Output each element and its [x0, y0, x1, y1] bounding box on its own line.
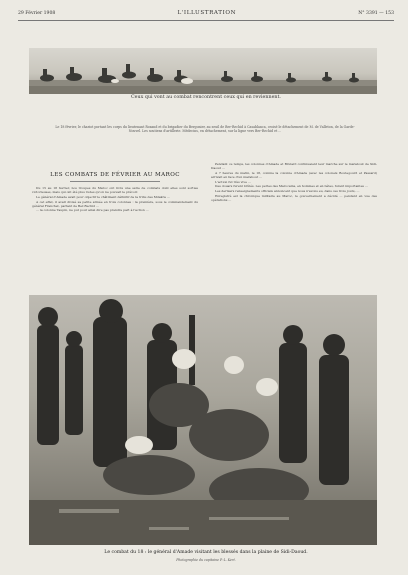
paragraph: A 7 heures du matin, le 18, comme la colonne d'Amade (avec les colonels Boutegourd et Passard) arrivait en face d'un marabout ...: [211, 170, 377, 179]
photo-credit: Photographie du capitaine P.-L. Kert.: [176, 558, 236, 562]
paragraph: L'action fut très vive ...: [215, 179, 251, 184]
paragraph: Du 15 au 18 février, nos troupes du Maroc ont livré une série de combats dont elles sont sorties victorieuses, mais qui ont été plus rudes qu'on ne pouvait le prévoir.: [32, 187, 198, 194]
article-left-column: [32, 187, 198, 273]
issue-number: N° 3391 — 153: [358, 10, 394, 16]
bottom-photo-caption: Le combat du 18 : le général d'Amade visitant les blessés dans la plaine de Sidi-Daoud.: [104, 550, 308, 555]
paragraph: Pendant ce temps, les colonnes d'Amade et Brulard continuaient leur marche sur le marabout de Sidi-Daoud ...: [211, 163, 377, 170]
paragraph: ... la colonne Taupin, ne put pour ainsi dire pas prendre part à l'action ...: [36, 208, 149, 213]
bottom-photo: [29, 295, 377, 545]
issue-date: 29 Février 1908: [18, 10, 56, 16]
title-rule: [70, 181, 160, 182]
wounded-soldiers-photo-image: [29, 295, 377, 545]
article-right-column: [211, 163, 377, 298]
paragraph: Des douars furent brûlés. Les pertes des Marocains, en hommes et en bêtes, furent importantes ...: [215, 184, 368, 189]
cavalry-photo-image: [29, 48, 377, 94]
paragraph: Le général d'Amade avait pour objectif le châtiment définitif de la tribu des Mdakra ...: [36, 194, 170, 199]
paragraph: Enregistré est la chronique militaire au Maroc, le gouvernement a décidé ... pendant en vue des opérations ...: [211, 194, 377, 203]
article-title: LES COMBATS DE FÉVRIER AU MAROC: [50, 172, 180, 178]
header-rule: [18, 20, 394, 21]
masthead: L'ILLUSTRATION: [177, 10, 237, 16]
top-photo-caption: Ceux qui vont au combat rencontrent ceux qui en reviennent.: [131, 95, 281, 100]
paragraph: Les derniers renseignements officiels annoncent que nous n'avons eu, dans ces trois jours, ...: [215, 189, 360, 194]
top-photo: [29, 48, 377, 94]
paragraph: A cet effet, il avait divisé sa petite armée en trois colonnes : la première, sous le commandement du général Franchet, partant de Ber-Rechid ...: [32, 199, 198, 208]
page-header: [18, 7, 394, 19]
top-photo-legend: Le 18 février, le chariot portant les corps du lieutenant Rozand et du brigadier du Bergonier, au seuil de Ber-Rechid à Casablanca, croisé le détachement de M. de Valleton, de la Garde-Nouvel. Les soutiens d'artillerie. Médecins, en détachement, sur la ligne vers Ber-Rechid et ...: [55, 125, 355, 134]
